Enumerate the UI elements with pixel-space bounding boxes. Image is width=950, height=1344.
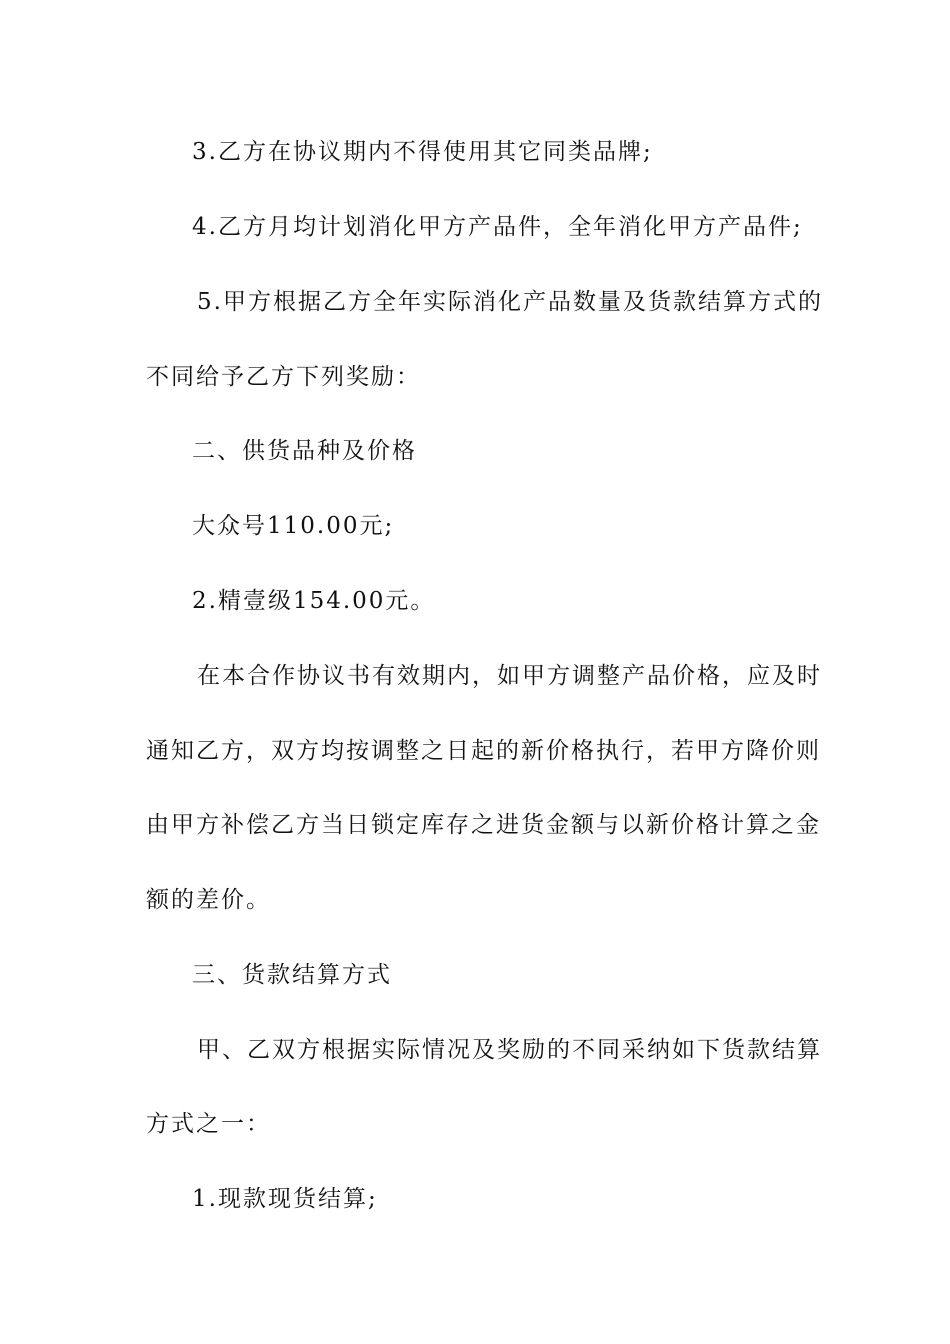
paragraph-line: 3.乙方在协议期内不得使用其它同类品牌; xyxy=(192,139,653,165)
section-heading: 二、供货品种及价格 xyxy=(192,438,417,464)
paragraph-line: 5.甲方根据乙方全年实际消化产品数量及货款结算方式的 xyxy=(197,289,823,315)
paragraph-line: 大众号110.00元; xyxy=(192,513,395,539)
paragraph-line: 通知乙方，双方均按调整之日起的新价格执行，若甲方降价则 xyxy=(146,738,821,764)
paragraph-line: 在本合作协议书有效期内，如甲方调整产品价格，应及时 xyxy=(197,663,822,689)
paragraph-line: 甲、乙双方根据实际情况及奖励的不同采纳如下货款结算 xyxy=(197,1037,822,1063)
paragraph-line: 由甲方补偿乙方当日锁定库存之进货金额与以新价格计算之金 xyxy=(146,812,821,838)
paragraph-line: 额的差价。 xyxy=(146,887,271,913)
paragraph-line: 1.现款现货结算; xyxy=(192,1186,378,1212)
section-heading: 三、货款结算方式 xyxy=(192,962,392,988)
paragraph-line: 2.精壹级154.00元。 xyxy=(192,588,436,614)
paragraph-line: 方式之一： xyxy=(146,1111,271,1137)
paragraph-line: 4.乙方月均计划消化甲方产品件，全年消化甲方产品件; xyxy=(192,214,803,240)
paragraph-line: 不同给予乙方下列奖励： xyxy=(146,364,421,390)
